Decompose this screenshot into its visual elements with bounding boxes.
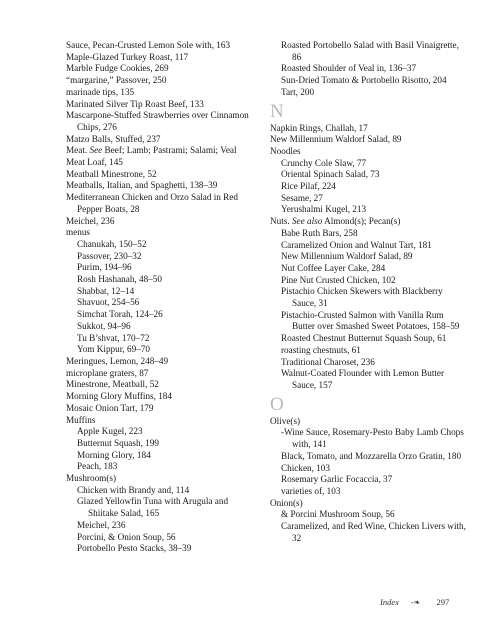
index-subentry: Rosh Hashanah, 48–50 xyxy=(77,274,162,285)
index-subentry: Oriental Spinach Salad, 73 xyxy=(281,169,380,180)
index-subentry: Apple Kugel, 223 xyxy=(77,426,143,437)
index-subentry: Passover, 230–32 xyxy=(77,250,142,261)
index-entry: “margarine,” Passover, 250 xyxy=(66,75,167,86)
index-subentry: varieties of, 103 xyxy=(281,485,341,496)
index-subentry: Nut Coffee Layer Cake, 284 xyxy=(281,262,386,273)
index-subentry: Purim, 194–96 xyxy=(77,262,132,273)
entry-text: Nuts. xyxy=(270,216,292,227)
index-subentry: Black, Tomato, and Mozzarella Orzo Gratin, 180 xyxy=(281,450,462,461)
index-entry: Mediterranean Chicken and Orzo Salad in Red Pepper Boats, 28 xyxy=(66,192,238,214)
index-entry: Sauce, Pecan-Crusted Lemon Sole with, 163 xyxy=(66,40,231,50)
index-column-left xyxy=(66,40,260,555)
footer-label: Index xyxy=(380,597,399,607)
index-subentry: New Millennium Waldorf Salad, 89 xyxy=(281,251,413,262)
index-entry: New Millennium Waldorf Salad, 89 xyxy=(270,134,402,145)
index-subentry: Tart, 200 xyxy=(281,86,315,97)
page-number: 297 xyxy=(436,597,450,607)
index-subentry: Butternut Squash, 199 xyxy=(77,437,159,448)
index-subentry: Roasted Chestnut Butternut Squash Soup, 61 xyxy=(281,333,447,344)
index-subentry: Morning Glory, 184 xyxy=(77,449,151,460)
cross-reference: See also xyxy=(291,216,323,227)
index-subentry: Babe Ruth Bars, 258 xyxy=(281,227,358,238)
section-letter: N xyxy=(270,100,284,122)
index-subentry: Glazed Yellowfin Tuna with Arugula and Shiitake Salad, 165 xyxy=(77,496,229,519)
index-entry: Mushroom(s) xyxy=(66,473,117,484)
index-entry: Mascarpone-Stuffed Strawberries over Cinnamon Chips, 276 xyxy=(66,110,249,132)
index-entry: Marinated Silver Tip Roast Beef, 133 xyxy=(66,98,204,109)
index-entry: microplane graters, 87 xyxy=(66,367,149,378)
index-subentry: Pistachio Chicken Skewers with Blackberry Sauce, 31 xyxy=(281,286,443,309)
index-entry: Noodles xyxy=(270,145,301,156)
index-entry: Meichel, 236 xyxy=(66,215,115,226)
entry-text: Meat. xyxy=(66,145,90,156)
index-entry: Marble Fudge Cookies, 269 xyxy=(66,63,169,74)
index-subentry: Rice Pilaf, 224 xyxy=(281,181,336,192)
index-subentry: Caramelized, and Red Wine, Chicken Livers with, 32 xyxy=(281,521,466,543)
page-footer xyxy=(380,597,449,607)
index-entry: Matzo Balls, Stuffed, 237 xyxy=(66,133,161,144)
index-subentry: Tu B’shvat, 170–72 xyxy=(77,332,150,343)
index-entry: Onion(s) xyxy=(270,497,303,508)
index-entry: Mosaic Onion Tart, 179 xyxy=(66,402,154,413)
index-column-right xyxy=(270,40,466,544)
index-entry: menus xyxy=(66,227,90,238)
index-subentry: roasting chestnuts, 61 xyxy=(281,344,361,355)
index-subentry: Peach, 183 xyxy=(77,461,118,472)
index-entry: marinade tips, 135 xyxy=(66,86,135,97)
section-letter: O xyxy=(270,393,284,415)
index-subentry: Chicken, 103 xyxy=(281,462,330,473)
index-entry: Meatballs, Italian, and Spaghetti, 138–39 xyxy=(66,180,218,191)
index-entry: Minestrone, Meatball, 52 xyxy=(66,379,159,390)
index-entry: Maple-Glazed Turkey Roast, 117 xyxy=(66,51,189,62)
index-subentry: Sun-Dried Tomato & Portobello Risotto, 204 xyxy=(281,75,447,86)
index-entry: Morning Glory Muffins, 184 xyxy=(66,391,172,402)
index-subentry: Porcini, & Onion Soup, 56 xyxy=(77,531,176,542)
index-subentry: & Porcini Mushroom Soup, 56 xyxy=(281,509,395,520)
index-subentry: Sesame, 27 xyxy=(281,192,323,203)
index-subentry: Walnut-Coated Flounder with Lemon Butter Sauce, 157 xyxy=(281,368,445,390)
index-subentry: Rosemary Garlic Focaccia, 37 xyxy=(281,474,393,485)
index-subentry: Shavuot, 254–56 xyxy=(77,297,140,308)
index-entry: Meatball Minestrone, 52 xyxy=(66,168,157,179)
index-subentry: Yom Kippur, 69–70 xyxy=(77,344,150,355)
index-subentry: Roasted Portobello Salad with Basil Vinaigrette, 86 xyxy=(281,40,459,62)
index-subentry: Chanukah, 150–52 xyxy=(77,238,147,249)
index-subentry: Chicken with Brandy and, 114 xyxy=(77,484,190,495)
index-entry xyxy=(270,216,466,228)
index-subentry: Caramelized Onion and Walnut Tart, 181 xyxy=(281,239,432,250)
index-subentry: Roasted Shoulder of Veal in, 136–37 xyxy=(281,63,417,74)
index-subentry: Sukkot, 94–96 xyxy=(77,320,131,331)
cross-reference: See xyxy=(89,145,103,156)
index-subentry: Simchat Torah, 124–26 xyxy=(77,309,163,320)
index-entry: Olive(s) xyxy=(270,415,301,426)
index-entry: Muffins xyxy=(66,414,96,425)
index-subentry: Pistachio-Crusted Salmon with Vanilla Rum Butter over Smashed Sweet Potatoes, 158–59 xyxy=(281,309,460,332)
index-subentry: Pine Nut Crusted Chicken, 102 xyxy=(281,274,396,285)
cross-reference-targets: Almond(s); Pecan(s) xyxy=(322,216,401,227)
index-subentry: Crunchy Cole Slaw, 77 xyxy=(281,157,367,168)
cross-reference-targets: Beef; Lamb; Pastrami; Salami; Veal xyxy=(102,145,237,156)
index-entry: Meat Loaf, 145 xyxy=(66,157,123,168)
index-subentry: -Wine Sauce, Rosemary-Pesto Baby Lamb Chops with, 141 xyxy=(281,427,464,450)
index-entry: Meringues, Lemon, 248–49 xyxy=(66,355,169,366)
index-subentry: Portobello Pesto Stacks, 38–39 xyxy=(77,543,192,554)
index-entry: Napkin Rings, Challah, 17 xyxy=(270,122,368,133)
index-subentry: Shabbat, 12–14 xyxy=(77,285,135,296)
index-entry xyxy=(66,145,260,157)
ornament-icon: -❧ xyxy=(411,598,421,607)
index-subentry: Traditional Charoset, 236 xyxy=(281,356,375,367)
index-subentry: Meichel, 236 xyxy=(77,519,126,530)
index-subentry: Yerushalmi Kugel, 213 xyxy=(281,204,367,215)
